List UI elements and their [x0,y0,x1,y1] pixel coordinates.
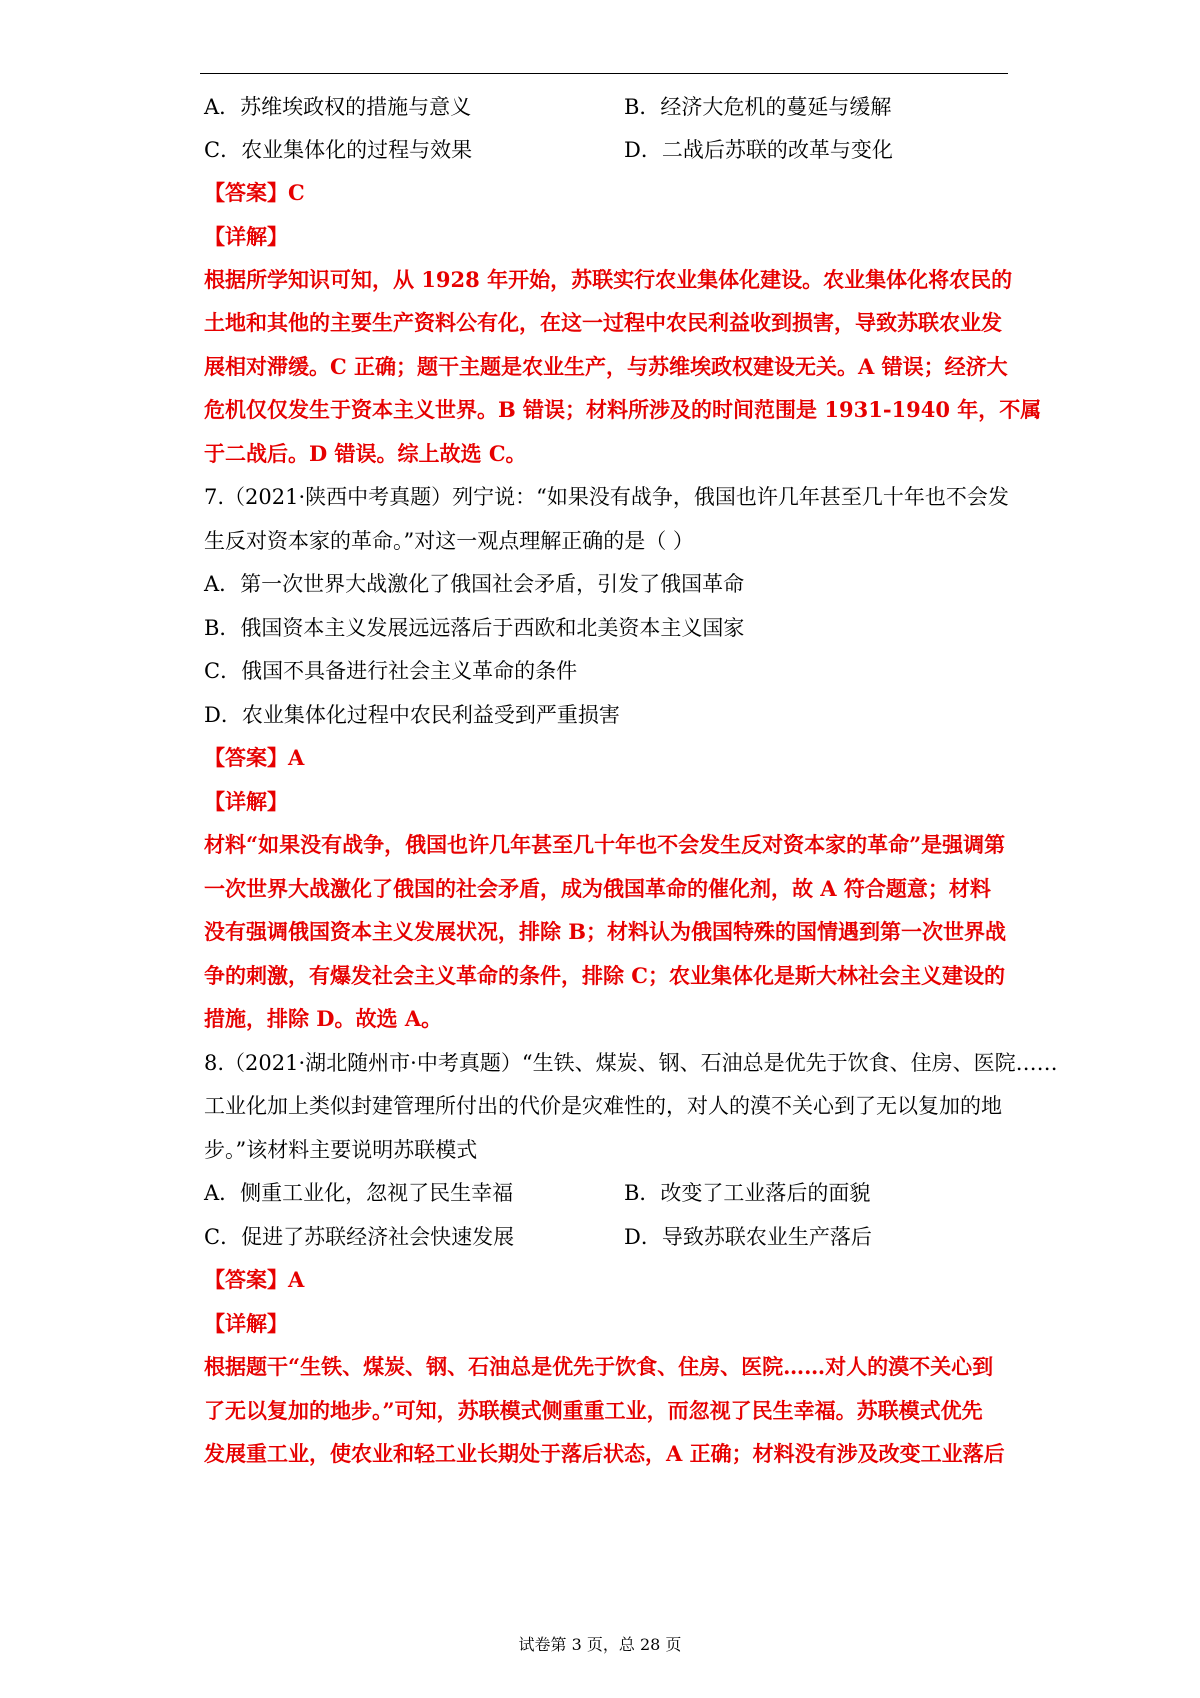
q6-option-b: B．经济大危机的蔓延与缓解 [624,95,892,119]
header-rule [200,73,1008,74]
q6-detail-line: 于二战后。D 错误。综上故选 C。 [204,441,527,466]
q6-options-row-2 [204,135,1024,165]
q8-detail-line: 发展重工业，使农业和轻工业长期处于落后状态，A 正确；材料没有涉及改变工业落后 [204,1441,1005,1466]
q7-option-c: C．俄国不具备进行社会主义革命的条件 [204,659,578,683]
q6-detail-line: 展相对滞缓。C 正确；题干主题是农业生产，与苏维埃政权建设无关。A 错误；经济大 [204,354,1008,379]
q7-option-b: B．俄国资本主义发展远远落后于西欧和北美资本主义国家 [204,616,745,640]
q7-detail-line: 没有强调俄国资本主义发展状况，排除 B；材料认为俄国特殊的国情遇到第一次世界战 [204,919,1007,944]
q8-options-row-1 [204,1178,1024,1208]
q7-stem-line: 生反对资本家的革命。”对这一观点理解正确的是（ ） [204,529,694,553]
q6-options-row-1 [204,92,1024,122]
q7-option-a: A．第一次世界大战激化了俄国社会矛盾，引发了俄国革命 [204,572,745,596]
q8-detail-line: 了无以复加的地步。”可知，苏联模式侧重重工业，而忽视了民生幸福。苏联模式优先 [204,1398,983,1423]
q6-detail-line: 土地和其他的主要生产资料公有化，在这一过程中农民利益收到损害，导致苏联农业发 [204,310,1002,335]
q8-option-a: A．侧重工业化，忽视了民生幸福 [204,1181,514,1205]
q7-detail-line: 一次世界大战激化了俄国的社会矛盾，成为俄国革命的催化剂，故 A 符合题意；材料 [204,876,991,901]
q6-option-d: D．二战后苏联的改革与变化 [624,138,893,162]
q8-option-b: B．改变了工业落后的面貌 [624,1181,871,1205]
q8-stem-line: 8.（2021·湖北随州市·中考真题）“生铁、煤炭、钢、石油总是优先于饮食、住房、医院…… [204,1051,1058,1075]
q6-option-c: C．农业集体化的过程与效果 [204,138,473,162]
page-footer: 试卷第 3 页，总 28 页 [518,1635,682,1654]
q8-answer: 【答案】A [204,1267,305,1292]
q6-detail-label: 【详解】 [204,224,288,249]
q8-option-c: C．促进了苏联经济社会快速发展 [204,1225,515,1249]
q7-answer: 【答案】A [204,745,305,770]
q6-detail-line: 根据所学知识可知，从 1928 年开始，苏联实行农业集体化建设。农业集体化将农民的 [204,267,1013,292]
q7-detail-label: 【详解】 [204,789,288,814]
q6-option-a: A．苏维埃政权的措施与意义 [204,95,472,119]
q8-option-d: D．导致苏联农业生产落后 [624,1225,872,1249]
q7-detail-line: 措施，排除 D。故选 A。 [204,1006,443,1031]
q6-detail-line: 危机仅仅发生于资本主义世界。B 错误；材料所涉及的时间范围是 1931-1940 年，不属 [204,397,1042,422]
q7-option-d: D．农业集体化过程中农民利益受到严重损害 [204,703,620,727]
q6-answer: 【答案】C [204,180,305,205]
q7-detail-line: 材料“如果没有战争，俄国也许几年甚至几十年也不会发生反对资本家的革命”是强调第 [204,832,1006,857]
q8-stem-line: 工业化加上类似封建管理所付出的代价是灾难性的，对人的漠不关心到了无以复加的地 [204,1094,1002,1118]
q8-detail-line: 根据题干“生铁、煤炭、钢、石油总是优先于饮食、住房、医院……对人的漠不关心到 [204,1354,994,1379]
q7-stem-line: 7.（2021·陕西中考真题）列宁说：“如果没有战争，俄国也许几年甚至几十年也不会发 [204,485,1009,509]
q8-stem-line: 步。”该材料主要说明苏联模式 [204,1138,478,1162]
q8-options-row-2 [204,1222,1024,1252]
q8-detail-label: 【详解】 [204,1311,288,1336]
q7-detail-line: 争的刺激，有爆发社会主义革命的条件，排除 C；农业集体化是斯大林社会主义建设的 [204,963,1006,988]
